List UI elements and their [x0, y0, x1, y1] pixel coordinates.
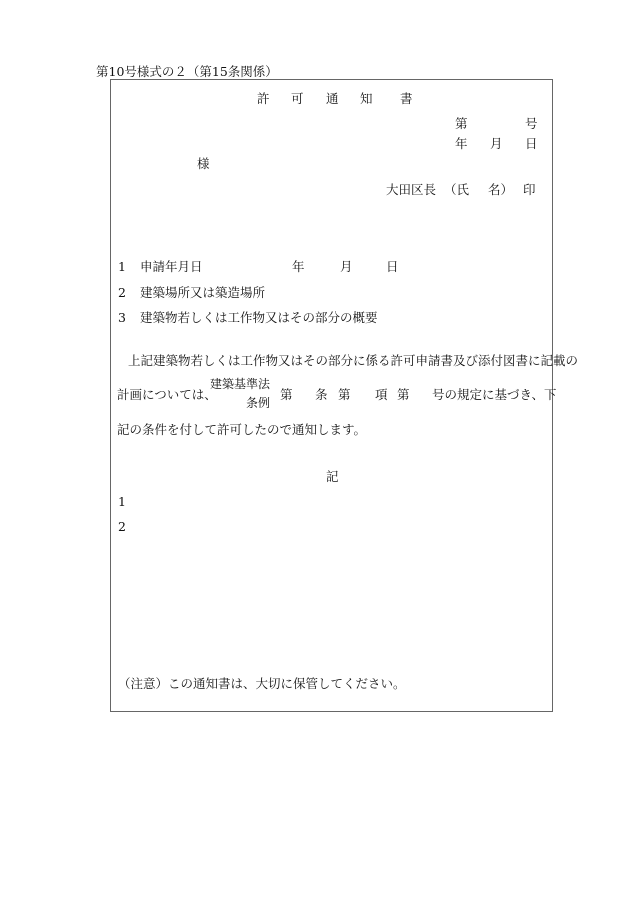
number-dai: 第 [455, 116, 468, 131]
issuer-name: 大田区長 [386, 182, 437, 197]
article-dai: 第 [280, 387, 293, 402]
body-line-2-suffix: 号の規定に基づき、下 [432, 387, 557, 402]
title-char: 許 [257, 91, 270, 106]
body-line-3: 記の条件を付して許可したので通知します。 [117, 422, 367, 437]
item-number: 1 [118, 259, 126, 274]
condition-number: 2 [118, 519, 126, 534]
body-line-1: 上記建築物若しくは工作物又はその部分に係る許可申請書及び添付図書に記載の [128, 353, 579, 368]
item-number: 2 [118, 285, 126, 300]
article-jo: 条 [315, 387, 328, 402]
law-upper: 建築基準法 [210, 377, 271, 391]
issuer-open: （氏 [444, 182, 470, 197]
item-label: 申請年月日 [140, 259, 203, 274]
title-char: 書 [400, 91, 413, 106]
law-lower: 条例 [246, 396, 271, 410]
date-year: 年 [455, 136, 468, 151]
title-char: 通 [326, 91, 339, 106]
body-line-2-prefix: 計画については、 [117, 387, 217, 402]
paragraph-ko: 項 [375, 387, 388, 402]
seal-mark: 印 [523, 182, 536, 197]
date-month: 月 [490, 136, 503, 151]
item-year: 年 [292, 259, 305, 274]
title-char: 知 [360, 91, 373, 106]
ki-heading: 記 [326, 469, 339, 484]
item-month: 月 [340, 259, 353, 274]
item-label: 建築物若しくは工作物又はその部分の概要 [140, 310, 378, 325]
condition-number: 1 [118, 494, 126, 509]
issuer-close: 名） [488, 182, 514, 197]
paragraph-dai: 第 [338, 387, 351, 402]
number-go: 号 [525, 116, 538, 131]
item-dai: 第 [397, 387, 410, 402]
item-label: 建築場所又は築造場所 [140, 285, 266, 300]
form-header: 第10号様式の２（第15条関係） [96, 64, 278, 79]
note: （注意）この通知書は、大切に保管してください。 [118, 676, 406, 691]
title-char: 可 [291, 91, 304, 106]
item-number: 3 [118, 310, 126, 325]
item-day: 日 [386, 259, 399, 274]
addressee-suffix: 様 [197, 156, 210, 171]
date-day: 日 [525, 136, 538, 151]
